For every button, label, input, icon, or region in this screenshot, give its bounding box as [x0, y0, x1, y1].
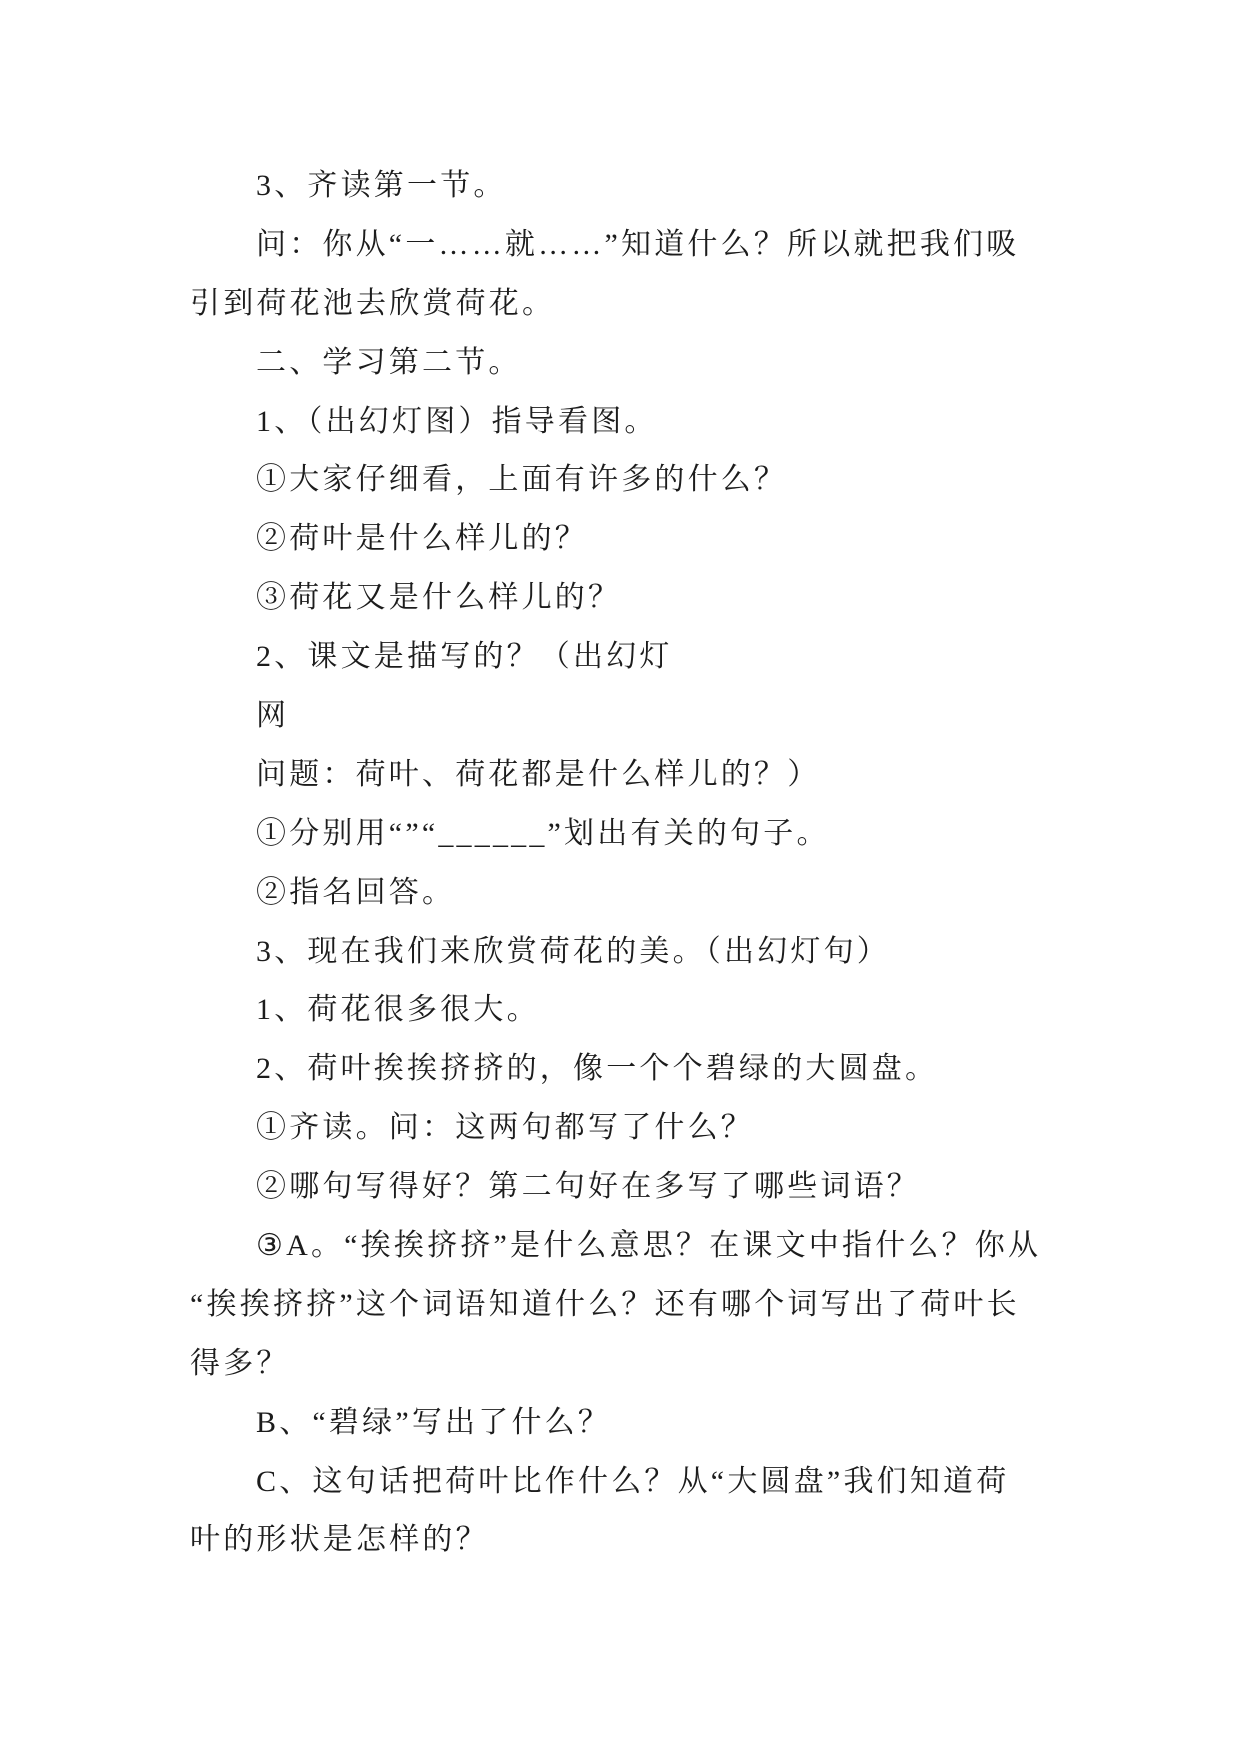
document-body	[190, 157, 1070, 1570]
question-paragraph	[190, 1217, 1070, 1394]
text-line: ③荷花又是什么样儿的？	[256, 581, 622, 615]
text-line: ①大家仔细看，上面有许多的什么？	[256, 463, 788, 497]
question-paragraph	[190, 746, 1070, 805]
sub-question	[190, 569, 1070, 628]
section-heading	[190, 334, 1070, 393]
underline-instruction	[190, 805, 1070, 864]
text-line: 得多？	[190, 1346, 290, 1380]
sub-step	[190, 864, 1070, 923]
text-line: 网	[256, 699, 290, 733]
sub-question	[190, 1099, 1070, 1158]
text-line: 3、现在我们来欣赏荷花的美。（出幻灯句）	[256, 934, 890, 968]
text-line: C、这句话把荷叶比作什么？从“大圆盘”我们知道荷	[256, 1464, 1010, 1498]
step-text-description	[190, 628, 1070, 687]
text-line: ②指名回答。	[256, 875, 456, 909]
text-line: ①分别用“”“______”划出有关的句子。	[256, 816, 830, 850]
text-line: 2、课文是描写的？（出幻灯	[256, 640, 673, 674]
text-line: 引到荷花池去欣赏荷花。	[190, 286, 556, 320]
question-paragraph	[190, 216, 1070, 334]
text-line: 1、荷花很多很大。	[256, 993, 540, 1027]
text-line: “挨挨挤挤”这个词语知道什么？还有哪个词写出了荷叶长	[190, 1287, 1020, 1321]
text-line: ②荷叶是什么样儿的？	[256, 522, 588, 556]
sub-question	[190, 1158, 1070, 1217]
text-line: 二、学习第二节。	[256, 345, 522, 379]
sub-question	[190, 451, 1070, 510]
slide-sentence	[190, 1040, 1070, 1099]
text-line: 3、齐读第一节。	[256, 169, 507, 202]
text-line: ②哪句写得好？第二句好在多写了哪些词语？	[256, 1170, 920, 1204]
text-line: B、“碧绿”写出了什么？	[256, 1405, 612, 1439]
text-line: 叶的形状是怎样的？	[190, 1523, 489, 1557]
stray-text	[190, 687, 1070, 746]
question-paragraph	[190, 1453, 1070, 1571]
text-line: 问题：荷叶、荷花都是什么样儿的？）	[256, 757, 821, 791]
step-read-first-section	[190, 157, 1070, 216]
text-line: 2、荷叶挨挨挤挤的，像一个个碧绿的大圆盘。	[256, 1052, 939, 1086]
step-view-slide	[190, 393, 1070, 452]
question-paragraph	[190, 1394, 1070, 1453]
slide-sentence	[190, 981, 1070, 1040]
step-appreciate	[190, 923, 1070, 982]
text-line: ③A。“挨挨挤挤”是什么意思？在课文中指什么？你从	[256, 1229, 1042, 1263]
text-line: ①齐读。问：这两句都写了什么？	[256, 1111, 754, 1145]
text-line: 1、（出幻灯图）指导看图。	[256, 404, 658, 438]
sub-question	[190, 510, 1070, 569]
text-line: 问：你从“一……就……”知道什么？所以就把我们吸	[256, 227, 1020, 261]
